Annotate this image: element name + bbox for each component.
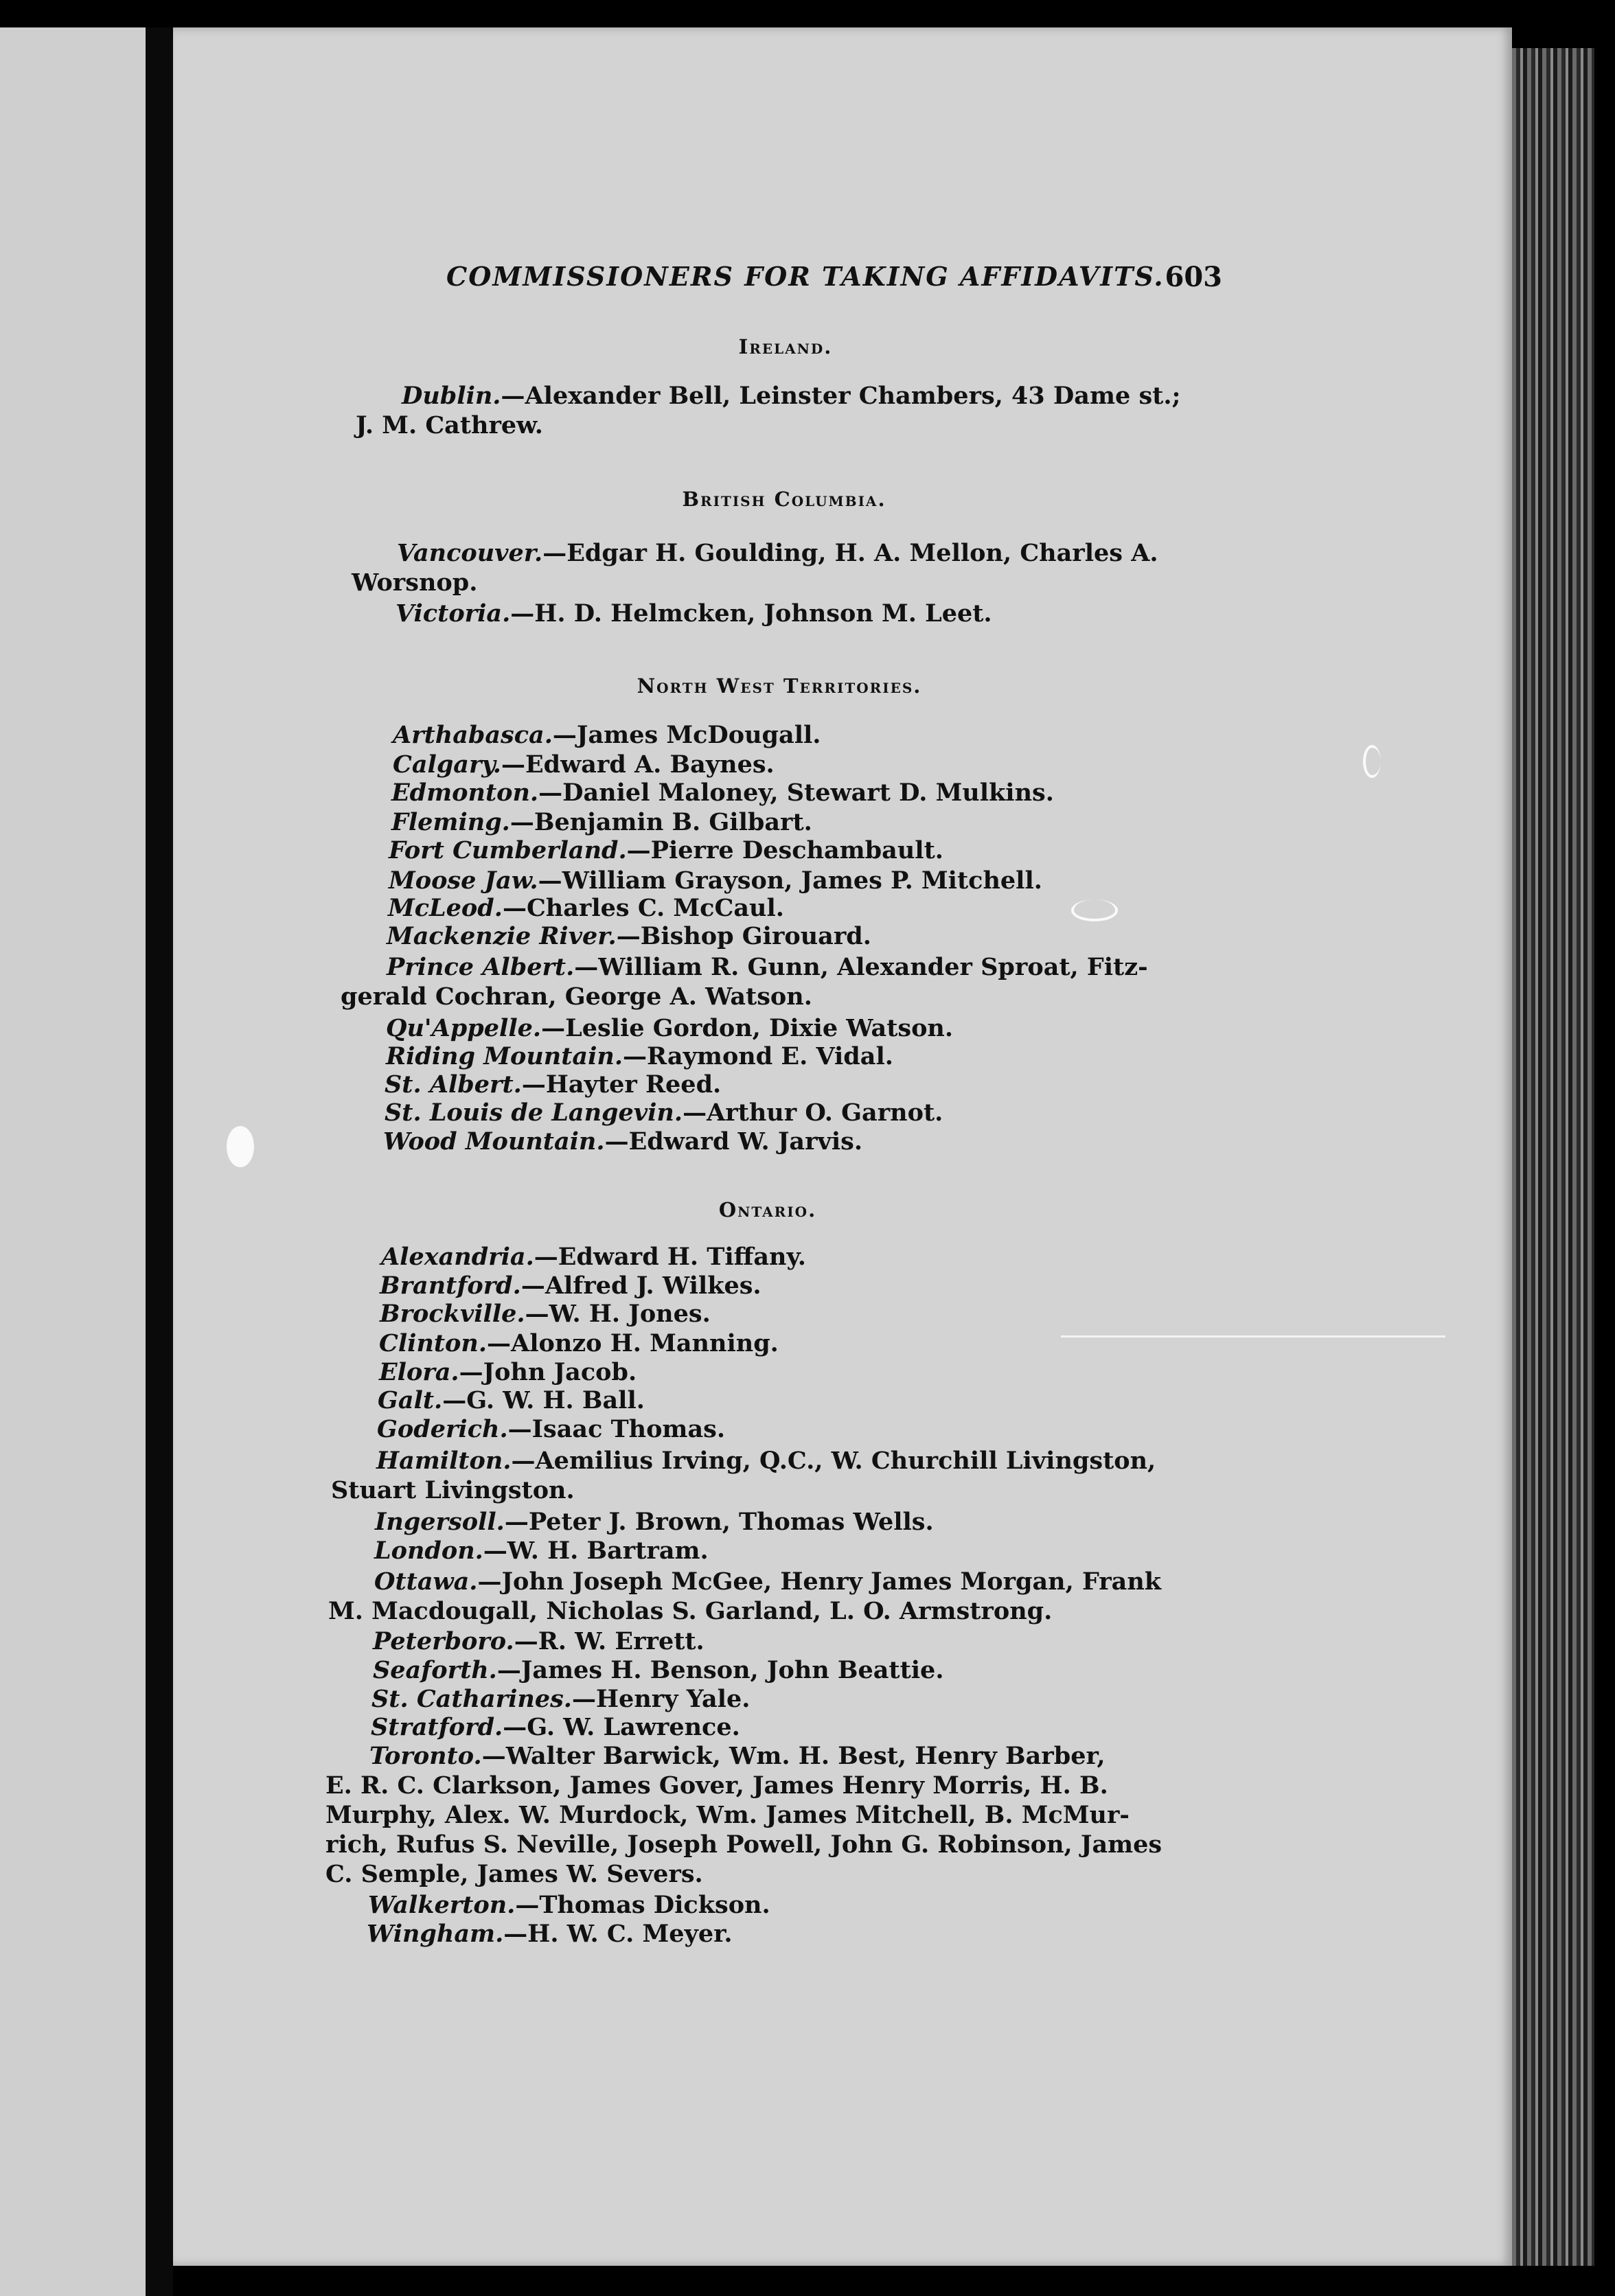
section-heading: North West Territories. bbox=[637, 674, 922, 698]
commissioner-names: —Henry Yale. bbox=[571, 1685, 751, 1713]
directory-entry-line bbox=[378, 1386, 645, 1414]
commissioner-names: Worsnop. bbox=[352, 569, 478, 597]
section-heading: Ontario. bbox=[718, 1198, 817, 1221]
place-name: Ingersoll. bbox=[375, 1508, 505, 1536]
directory-entry-line bbox=[373, 1627, 705, 1655]
commissioner-names: J. M. Cathrew. bbox=[356, 411, 543, 439]
directory-entry-line bbox=[325, 1860, 703, 1888]
directory-entry-line bbox=[352, 569, 477, 597]
directory-entry-line bbox=[371, 1685, 750, 1713]
commissioner-names: —Daniel Maloney, Stewart D. Mulkins. bbox=[538, 779, 1054, 807]
directory-entry-line bbox=[396, 599, 992, 628]
directory-entry-line bbox=[376, 1447, 1156, 1475]
commissioner-names: —John Joseph McGee, Henry James Morgan, Frank bbox=[477, 1568, 1162, 1596]
commissioner-names: —Edgar H. Goulding, H. A. Mellon, Charles A. bbox=[542, 539, 1158, 567]
commissioner-names: —James H. Benson, John Beattie. bbox=[496, 1656, 944, 1684]
place-name: Wood Mountain. bbox=[383, 1127, 605, 1156]
directory-entry-line bbox=[374, 1537, 709, 1565]
directory-entry-line bbox=[356, 411, 543, 439]
commissioner-names: —James McDougall. bbox=[552, 721, 821, 749]
commissioner-names: —William Grayson, James P. Mitchell. bbox=[538, 866, 1042, 895]
place-name: Seaforth. bbox=[373, 1656, 497, 1684]
place-name: Galt. bbox=[378, 1386, 443, 1414]
directory-entry-line bbox=[385, 1070, 721, 1099]
place-name: Ottawa. bbox=[374, 1568, 478, 1596]
directory-entry-line bbox=[328, 1597, 1052, 1625]
place-name: Moose Jaw. bbox=[389, 866, 538, 895]
scan-speck bbox=[227, 1126, 254, 1167]
directory-entry-line bbox=[374, 1568, 1161, 1596]
place-name: Mackenzie River. bbox=[387, 922, 617, 950]
directory-entry-line bbox=[371, 1713, 740, 1741]
directory-entry-line bbox=[377, 1415, 725, 1443]
commissioner-names: —Benjamin B. Gilbart. bbox=[509, 808, 812, 836]
directory-entry-line bbox=[393, 721, 821, 749]
place-name: Toronto. bbox=[369, 1742, 482, 1770]
commissioner-names: —Aemilius Irving, Q.C., W. Churchill Livingston, bbox=[511, 1447, 1156, 1475]
place-name: Fleming. bbox=[391, 808, 510, 836]
place-name: St. Catharines. bbox=[371, 1685, 572, 1713]
place-name: Dublin. bbox=[402, 382, 501, 410]
commissioner-names: —R. W. Errett. bbox=[514, 1627, 705, 1655]
directory-entry-line bbox=[393, 750, 775, 779]
commissioner-names: —Peter J. Brown, Thomas Wells. bbox=[504, 1508, 934, 1536]
directory-entry-line bbox=[389, 866, 1042, 895]
commissioner-names: —Alfred J. Wilkes. bbox=[520, 1272, 761, 1300]
place-name: Victoria. bbox=[396, 599, 511, 628]
commissioner-names: Stuart Livingston. bbox=[331, 1476, 575, 1504]
place-name: Arthabasca. bbox=[393, 721, 553, 749]
directory-entry-line bbox=[402, 382, 1180, 410]
place-name: Alexandria. bbox=[381, 1243, 534, 1271]
place-name: Peterboro. bbox=[373, 1627, 514, 1655]
scan-speck bbox=[1071, 899, 1118, 921]
directory-entry-line bbox=[387, 922, 871, 950]
commissioner-names: —John Jacob. bbox=[459, 1358, 637, 1386]
commissioner-names: M. Macdougall, Nicholas S. Garland, L. O. Armstrong. bbox=[328, 1597, 1053, 1625]
place-name: McLeod. bbox=[388, 894, 503, 922]
commissioner-names: —G. W. H. Ball. bbox=[442, 1386, 645, 1414]
commissioner-names: —Leslie Gordon, Dixie Watson. bbox=[541, 1014, 954, 1042]
commissioner-names: —Isaac Thomas. bbox=[507, 1415, 726, 1443]
scan-scratch bbox=[1061, 1335, 1445, 1338]
directory-entry-line bbox=[391, 779, 1054, 807]
directory-entry-line bbox=[379, 1329, 779, 1357]
place-name: Goderich. bbox=[377, 1415, 508, 1443]
scan-speck bbox=[1363, 745, 1381, 778]
place-name: Stratford. bbox=[371, 1713, 503, 1741]
commissioner-names: C. Semple, James W. Severs. bbox=[325, 1860, 703, 1888]
directory-entry-line bbox=[387, 953, 1148, 981]
running-head-title: COMMISSIONERS FOR TAKING AFFIDAVITS. bbox=[446, 261, 1165, 292]
directory-entry-line bbox=[325, 1801, 1130, 1829]
commissioner-names: —Edward H. Tiffany. bbox=[534, 1243, 806, 1271]
commissioner-names: —Walter Barwick, Wm. H. Best, Henry Barber, bbox=[481, 1742, 1106, 1770]
directory-entry-line bbox=[325, 1830, 1162, 1859]
directory-entry-line bbox=[375, 1508, 934, 1536]
place-name: Walkerton. bbox=[368, 1891, 516, 1919]
place-name: Qu'Appelle. bbox=[386, 1014, 542, 1042]
commissioner-names: —Bishop Girouard. bbox=[616, 922, 871, 950]
place-name: Riding Mountain. bbox=[386, 1042, 623, 1070]
commissioner-names: —Edward W. Jarvis. bbox=[604, 1127, 863, 1156]
commissioner-names: Murphy, Alex. W. Murdock, Wm. James Mitchell, B. McMur- bbox=[325, 1801, 1130, 1829]
commissioner-names: —Raymond E. Vidal. bbox=[623, 1042, 893, 1070]
place-name: Fort Cumberland. bbox=[389, 836, 627, 864]
place-name: Brockville. bbox=[380, 1300, 525, 1328]
commissioner-names: —W. H. Jones. bbox=[525, 1300, 711, 1328]
directory-entry-line bbox=[373, 1656, 944, 1684]
commissioner-names: —Alexander Bell, Leinster Chambers, 43 Dame st.; bbox=[501, 382, 1181, 410]
commissioner-names: —Pierre Deschambault. bbox=[626, 836, 943, 864]
commissioner-names: —W. H. Bartram. bbox=[483, 1537, 709, 1565]
directory-entry-line bbox=[391, 808, 812, 836]
place-name: Edmonton. bbox=[391, 779, 539, 807]
directory-entry-line bbox=[325, 1771, 1108, 1800]
commissioner-names: —Arthur O. Garnot. bbox=[683, 1099, 943, 1127]
directory-entry-line bbox=[380, 1300, 711, 1328]
directory-entry-line bbox=[383, 1127, 862, 1156]
section-heading: British Columbia. bbox=[682, 487, 886, 511]
place-name: Brantford. bbox=[380, 1272, 521, 1300]
directory-entry-line bbox=[381, 1243, 806, 1271]
place-name: Wingham. bbox=[367, 1920, 504, 1948]
place-name: Hamilton. bbox=[376, 1447, 512, 1475]
directory-entry-line bbox=[367, 1920, 733, 1948]
place-name: Calgary. bbox=[393, 750, 501, 779]
place-name: Elora. bbox=[379, 1358, 459, 1386]
directory-entry-line bbox=[380, 1272, 761, 1300]
directory-entry-line bbox=[368, 1891, 770, 1919]
place-name: London. bbox=[374, 1537, 483, 1565]
directory-entry-line bbox=[379, 1358, 637, 1386]
commissioner-names: E. R. C. Clarkson, James Gover, James Henry Morris, H. B. bbox=[325, 1771, 1108, 1800]
directory-entry-line bbox=[385, 1099, 943, 1127]
commissioner-names: gerald Cochran, George A. Watson. bbox=[341, 983, 812, 1011]
place-name: Vancouver. bbox=[397, 539, 543, 567]
commissioner-names: —Hayter Reed. bbox=[521, 1070, 722, 1099]
place-name: Prince Albert. bbox=[387, 953, 575, 981]
directory-entry-line bbox=[331, 1476, 575, 1504]
place-name: St. Albert. bbox=[385, 1070, 522, 1099]
directory-entry-line bbox=[388, 894, 784, 922]
commissioner-names: —G. W. Lawrence. bbox=[503, 1713, 740, 1741]
directory-entry-line bbox=[369, 1742, 1106, 1770]
commissioner-names: —Thomas Dickson. bbox=[515, 1891, 770, 1919]
directory-entry-line bbox=[386, 1014, 953, 1042]
directory-entry-line bbox=[389, 836, 943, 864]
directory-entry-line bbox=[397, 539, 1158, 567]
place-name: St. Louis de Langevin. bbox=[385, 1099, 683, 1127]
directory-entry-line bbox=[341, 983, 812, 1011]
commissioner-names: rich, Rufus S. Neville, Joseph Powell, John G. Robinson, James bbox=[325, 1830, 1162, 1859]
directory-entry-line bbox=[386, 1042, 893, 1070]
place-name: Clinton. bbox=[379, 1329, 488, 1357]
commissioner-names: —Alonzo H. Manning. bbox=[487, 1329, 779, 1357]
section-heading: Ireland. bbox=[738, 335, 833, 358]
commissioner-names: —H. W. C. Meyer. bbox=[503, 1920, 733, 1948]
page-number: 603 bbox=[1165, 261, 1222, 293]
commissioner-names: —Edward A. Baynes. bbox=[501, 750, 775, 779]
commissioner-names: —Charles C. McCaul. bbox=[502, 894, 784, 922]
commissioner-names: —William R. Gunn, Alexander Sproat, Fitz- bbox=[574, 953, 1148, 981]
commissioner-names: —H. D. Helmcken, Johnson M. Leet. bbox=[510, 599, 992, 628]
